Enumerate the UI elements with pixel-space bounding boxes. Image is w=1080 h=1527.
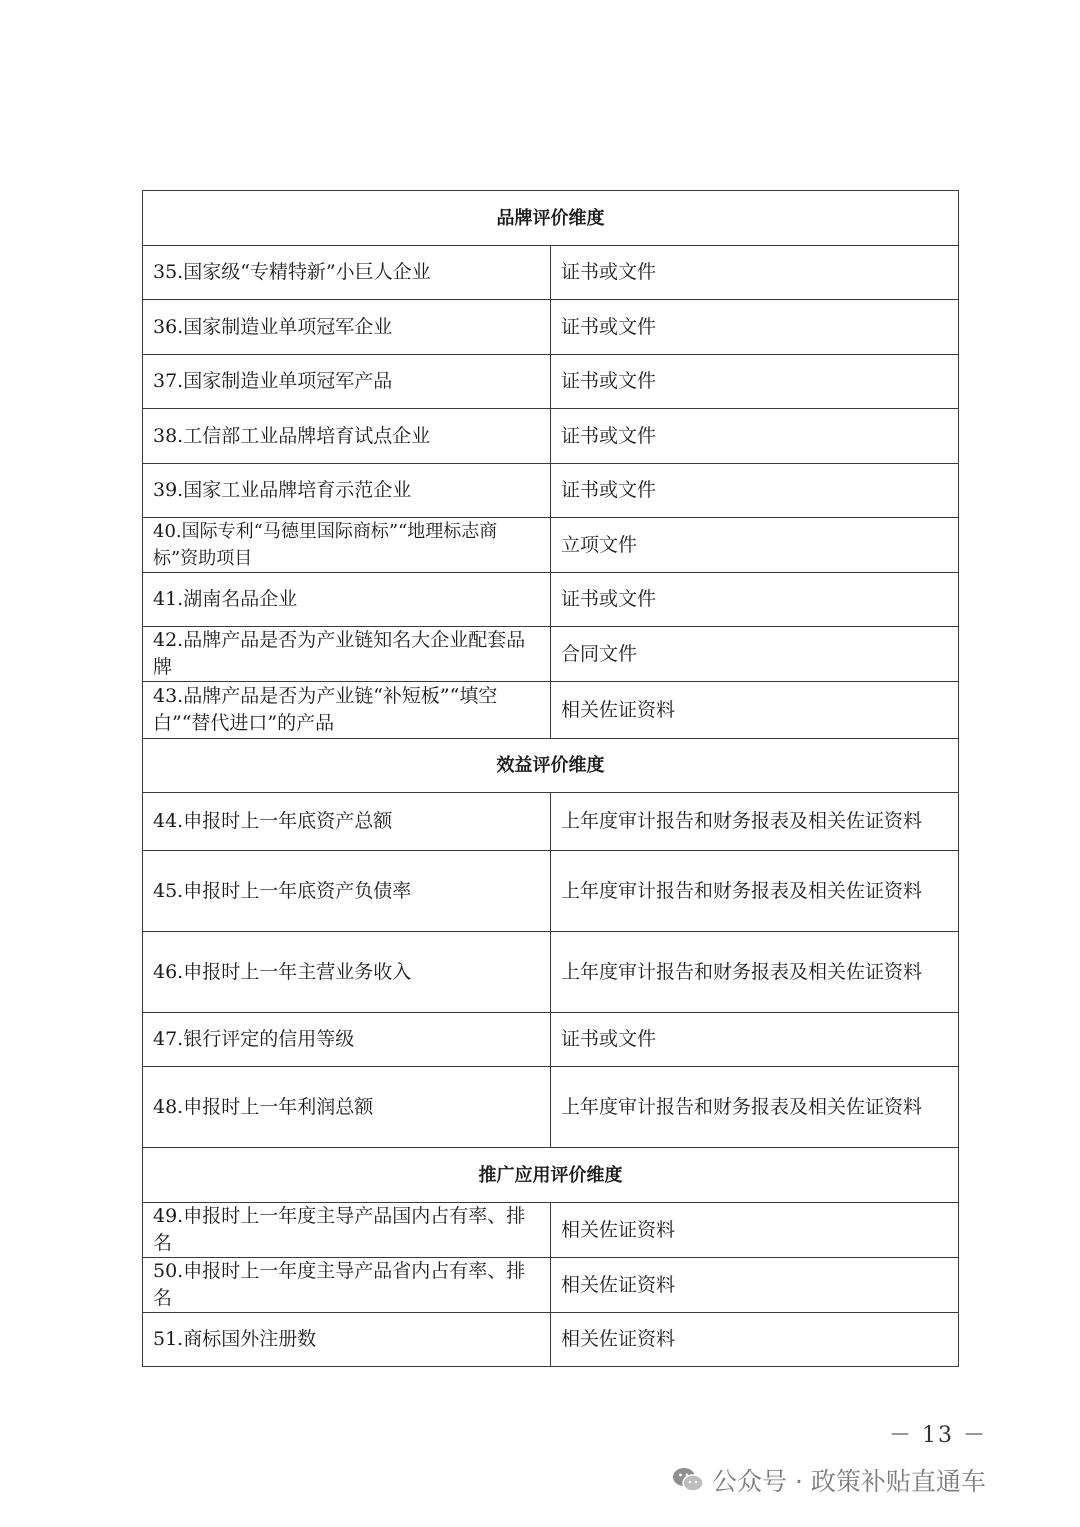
item-cell: 47.银行评定的信用等级 — [143, 1013, 551, 1067]
table-row — [143, 409, 959, 464]
item-cell: 43.品牌产品是否为产业链“补短板”“填空白”“替代进口”的产品 — [143, 682, 551, 739]
item-cell: 51.商标国外注册数 — [143, 1313, 551, 1367]
material-cell: 合同文件 — [551, 627, 959, 682]
item-cell: 37.国家制造业单项冠军产品 — [143, 355, 551, 409]
item-cell: 41.湖南名品企业 — [143, 573, 551, 627]
item-cell: 35.国家级“专精特新”小巨人企业 — [143, 246, 551, 300]
watermark-text: 公众号 · 政策补贴直通车 — [712, 1467, 986, 1496]
material-cell: 立项文件 — [551, 518, 959, 573]
table-row — [143, 355, 959, 409]
material-cell: 证书或文件 — [551, 409, 959, 464]
item-cell: 36.国家制造业单项冠军企业 — [143, 300, 551, 355]
material-cell: 证书或文件 — [551, 1013, 959, 1067]
table-row — [143, 464, 959, 518]
material-cell: 上年度审计报告和财务报表及相关佐证资料 — [551, 932, 959, 1013]
table-row — [143, 1203, 959, 1258]
material-cell: 上年度审计报告和财务报表及相关佐证资料 — [551, 851, 959, 932]
item-cell: 40.国际专利“马德里国际商标”“地理标志商标”资助项目 — [143, 518, 551, 573]
watermark — [672, 1462, 986, 1498]
item-cell: 50.申报时上一年度主导产品省内占有率、排名 — [143, 1258, 551, 1313]
material-cell: 证书或文件 — [551, 464, 959, 518]
item-cell: 46.申报时上一年主营业务收入 — [143, 932, 551, 1013]
material-cell: 证书或文件 — [551, 355, 959, 409]
table-row — [143, 627, 959, 682]
table-row — [143, 573, 959, 627]
table-row — [143, 793, 959, 851]
table-row — [143, 1313, 959, 1367]
item-cell: 45.申报时上一年底资产负债率 — [143, 851, 551, 932]
table-row — [143, 1258, 959, 1313]
material-cell: 证书或文件 — [551, 300, 959, 355]
material-cell: 相关佐证资料 — [551, 682, 959, 739]
item-cell: 39.国家工业品牌培育示范企业 — [143, 464, 551, 518]
wechat-icon — [672, 1466, 704, 1494]
table-row — [143, 1013, 959, 1067]
material-cell: 相关佐证资料 — [551, 1258, 959, 1313]
table-row — [143, 1067, 959, 1148]
evaluation-table — [142, 190, 959, 1367]
table-row — [143, 518, 959, 573]
item-cell: 48.申报时上一年利润总额 — [143, 1067, 551, 1148]
item-cell: 42.品牌产品是否为产业链知名大企业配套品牌 — [143, 627, 551, 682]
table-row — [143, 300, 959, 355]
material-cell: 相关佐证资料 — [551, 1313, 959, 1367]
section-header: 效益评价维度 — [143, 739, 959, 793]
material-cell: 证书或文件 — [551, 246, 959, 300]
table-row — [143, 932, 959, 1013]
table-row — [143, 246, 959, 300]
material-cell: 上年度审计报告和财务报表及相关佐证资料 — [551, 793, 959, 851]
item-cell: 44.申报时上一年底资产总额 — [143, 793, 551, 851]
section-header: 推广应用评价维度 — [143, 1148, 959, 1203]
item-cell: 38.工信部工业品牌培育试点企业 — [143, 409, 551, 464]
material-cell: 相关佐证资料 — [551, 1203, 959, 1258]
page-number: － 13 － — [889, 1423, 987, 1448]
material-cell: 证书或文件 — [551, 573, 959, 627]
item-cell: 49.申报时上一年度主导产品国内占有率、排名 — [143, 1203, 551, 1258]
table-row — [143, 682, 959, 739]
material-cell: 上年度审计报告和财务报表及相关佐证资料 — [551, 1067, 959, 1148]
table-row — [143, 851, 959, 932]
section-header: 品牌评价维度 — [143, 191, 959, 246]
